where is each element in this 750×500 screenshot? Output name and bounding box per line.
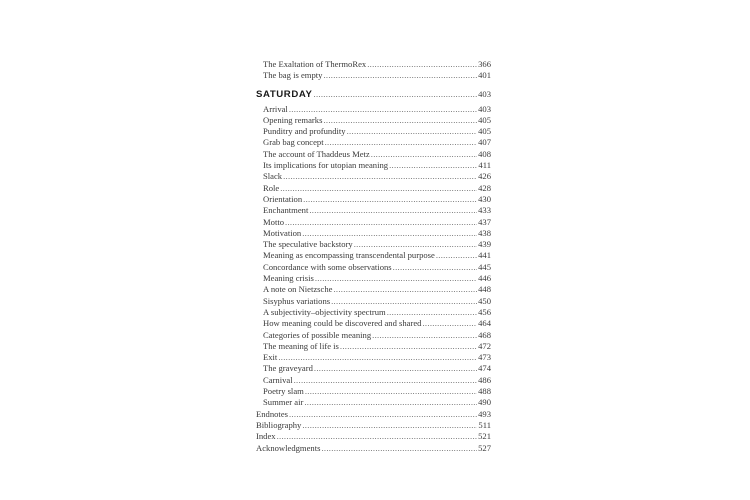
toc-entry-page: 438 (478, 227, 491, 238)
toc-section-heading (256, 87, 491, 101)
toc-entry-page: 521 (478, 431, 491, 442)
toc-group-before (256, 59, 491, 82)
toc-entry-page: 437 (478, 216, 491, 227)
toc-entry (256, 239, 491, 250)
toc-entry-page: 456 (478, 306, 491, 317)
toc-entry-title: Concordance with some observations (263, 261, 392, 272)
toc-entry (256, 262, 491, 273)
toc-entry-title: How meaning could be discovered and shared (263, 318, 422, 329)
dot-leader (323, 70, 477, 81)
toc-entry (256, 318, 491, 329)
toc-entry (256, 375, 491, 386)
toc-entry (256, 194, 491, 205)
dot-leader (333, 284, 477, 295)
toc-entry-title: Categories of possible meaning (263, 329, 372, 340)
dot-leader (314, 363, 477, 374)
toc-entry-title: Carnival (263, 374, 293, 385)
dot-leader (340, 341, 477, 352)
toc-entry-title: Acknowledgments (256, 442, 321, 453)
toc-entry (256, 104, 491, 115)
toc-entry-title: Exit (263, 352, 278, 363)
toc-entry-page: 441 (478, 250, 491, 261)
dot-leader (277, 431, 478, 442)
toc-entry (256, 217, 491, 228)
dot-leader (323, 115, 477, 126)
dot-leader (285, 217, 477, 228)
toc-entry-page: 445 (478, 261, 491, 272)
toc-entry-page: 527 (478, 442, 491, 453)
toc-entry-page: 433 (478, 205, 491, 216)
dot-leader (422, 318, 477, 329)
dot-leader (367, 59, 477, 70)
toc-entry (256, 126, 491, 137)
toc-entry (256, 160, 491, 171)
toc-entry (256, 352, 491, 363)
dot-leader (302, 228, 477, 239)
toc-back-matter-entry (256, 443, 491, 454)
toc-entry-title: Orientation (263, 193, 303, 204)
dot-leader (314, 87, 478, 101)
toc-entry-title: Opening remarks (263, 114, 323, 125)
dot-leader (278, 352, 477, 363)
dot-leader (304, 397, 477, 408)
toc-entry-page: 401 (478, 70, 491, 81)
dot-leader (371, 149, 477, 160)
toc-entry-title: Index (256, 431, 276, 442)
toc-entry-page: 426 (478, 171, 491, 182)
toc-entry-title: The account of Thaddeus Metz (263, 148, 370, 159)
toc-entry-title: Bibliography (256, 419, 302, 430)
toc-entry (256, 386, 491, 397)
toc-back-matter (256, 409, 491, 454)
dot-leader (283, 171, 477, 182)
toc-entry-page: 403 (478, 103, 491, 114)
toc-entry (256, 397, 491, 408)
toc-entry-title: Role (263, 182, 280, 193)
toc-entry-title: Slack (263, 171, 283, 182)
toc-entry-title: The meaning of life is (263, 340, 339, 351)
toc-entry-title: Sisyphus variations (263, 295, 331, 306)
toc-entry-page: 493 (478, 408, 491, 419)
toc-back-matter-entry (256, 431, 491, 442)
toc-entry-title: Motivation (263, 227, 302, 238)
toc-entry-page: 474 (478, 363, 491, 374)
toc-entry (256, 273, 491, 284)
toc-entry (256, 228, 491, 239)
section-page: 403 (478, 88, 491, 99)
toc-entry-title: Endnotes (256, 408, 288, 419)
toc-entry-title: Meaning crisis (263, 273, 314, 284)
dot-leader (436, 250, 477, 261)
toc-entry (256, 70, 491, 81)
toc-entry-title: Arrival (263, 103, 288, 114)
toc-entry-page: 411 (478, 160, 491, 171)
toc-entry (256, 171, 491, 182)
toc-entry (256, 205, 491, 216)
dot-leader (294, 375, 478, 386)
toc-entry-page: 464 (478, 318, 491, 329)
toc-entry (256, 296, 491, 307)
toc-back-matter-entry (256, 420, 491, 431)
toc-entry-title: The Exaltation of ThermoRex (263, 59, 367, 69)
toc-entry (256, 284, 491, 295)
dot-leader (305, 386, 477, 397)
toc-section-entries (256, 104, 491, 409)
dot-leader (321, 443, 477, 454)
toc-entry-title: A note on Nietzsche (263, 284, 333, 295)
toc-entry-page: 473 (478, 352, 491, 363)
dot-leader (389, 160, 477, 171)
toc-entry-page: 448 (478, 284, 491, 295)
toc-entry-page: 446 (478, 273, 491, 284)
dot-leader (315, 273, 477, 284)
toc-entry (256, 250, 491, 261)
toc-entry-title: Motto (263, 216, 285, 227)
dot-leader (302, 420, 477, 431)
toc-entry-page: 428 (478, 182, 491, 193)
toc-entry (256, 59, 491, 70)
toc-entry (256, 307, 491, 318)
toc-entry-page: 407 (478, 137, 491, 148)
toc-entry-title: Punditry and profundity (263, 126, 346, 137)
toc-entry (256, 341, 491, 352)
toc-entry-page: 450 (478, 295, 491, 306)
toc-entry-page: 490 (478, 397, 491, 408)
toc-entry-page: 430 (478, 193, 491, 204)
dot-leader (372, 330, 477, 341)
toc-entry-title: Its implications for utopian meaning (263, 160, 389, 171)
toc-entry-title: Meaning as encompassing transcendental purpose (263, 250, 435, 261)
toc-entry (256, 115, 491, 126)
toc-entry-page: 511 (478, 419, 491, 430)
dot-leader (387, 307, 477, 318)
toc-entry-page: 468 (478, 329, 491, 340)
toc-entry (256, 149, 491, 160)
toc-entry-page: 366 (478, 59, 491, 69)
dot-leader (325, 137, 478, 148)
dot-leader (289, 104, 477, 115)
toc-entry-title: Poetry slam (263, 386, 304, 397)
table-of-contents (256, 59, 491, 454)
toc-entry-title: The speculative backstory (263, 239, 353, 250)
section-title: SATURDAY (256, 88, 313, 100)
toc-entry-page: 405 (478, 126, 491, 137)
toc-entry-title: A subjectivity–objectivity spectrum (263, 306, 386, 317)
toc-entry (256, 330, 491, 341)
toc-entry-title: Enchantment (263, 205, 309, 216)
toc-entry-page: 486 (478, 374, 491, 385)
toc-entry-page: 488 (478, 386, 491, 397)
dot-leader (289, 409, 477, 420)
toc-entry-title: The bag is empty (263, 70, 323, 81)
toc-entry-title: Summer air (263, 397, 304, 408)
dot-leader (280, 183, 477, 194)
dot-leader (347, 126, 478, 137)
dot-leader (303, 194, 477, 205)
toc-entry (256, 363, 491, 374)
toc-entry-page: 405 (478, 114, 491, 125)
dot-leader (393, 262, 477, 273)
toc-entry (256, 183, 491, 194)
toc-entry-page: 472 (478, 340, 491, 351)
dot-leader (354, 239, 477, 250)
toc-entry (256, 137, 491, 148)
toc-entry-page: 408 (478, 148, 491, 159)
dot-leader (331, 296, 477, 307)
toc-entry-page: 439 (478, 239, 491, 250)
dot-leader (309, 205, 477, 216)
toc-entry-title: The graveyard (263, 363, 313, 374)
toc-back-matter-entry (256, 409, 491, 420)
toc-entry-title: Grab bag concept (263, 137, 324, 148)
